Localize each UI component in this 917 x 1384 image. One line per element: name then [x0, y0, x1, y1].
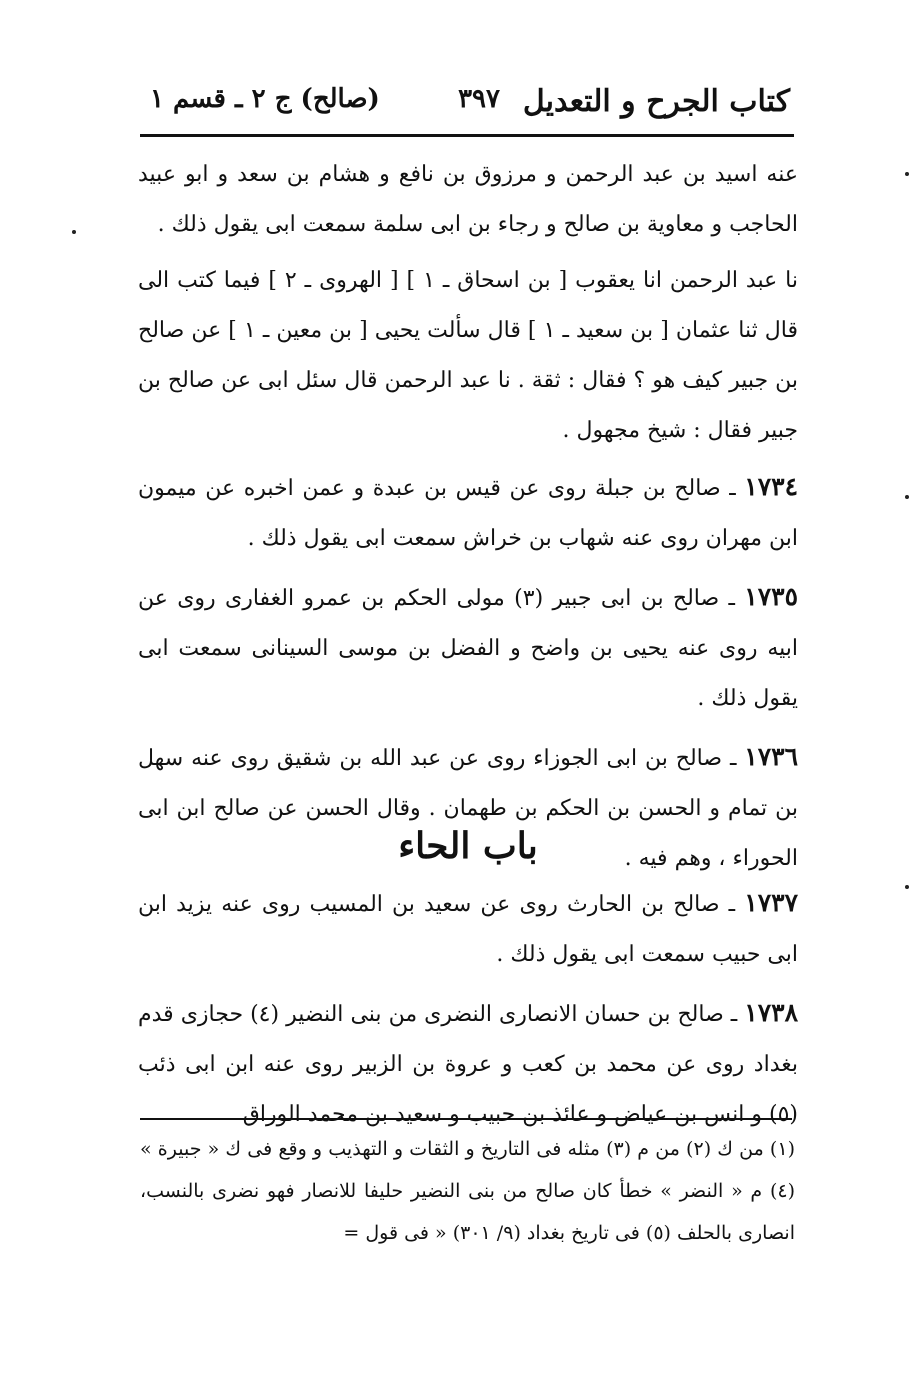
header-rule — [140, 134, 794, 137]
entry-1737 — [138, 878, 798, 980]
footnotes: (١) من ك (٢) من م (٣) مثله فى التاريخ و الثقات و التهذيب و وقع فى ك « جبيرة » (٤) م « النضر » خطأ كان صالح من بنى النضير حليفا للانصار فهو نضرى بالنسب، انصارى بالحلف (٥) فى تاريخ بغداد (٩/ ٣٠١) « فى قول = — [140, 1138, 795, 1244]
margin-speck — [905, 495, 909, 499]
page-number: ٣٩٧ — [458, 84, 500, 114]
entry-text: ـ صالح بن ابى جبير (٣) مولى الحكم بن عمرو الغفارى روى عن ابيه روى عنه يحيى بن واضح و الفضل بن موسى السينانى سمعت ابى يقول ذلك . — [138, 586, 798, 711]
footnote-rule — [140, 1118, 792, 1120]
main-text-continued — [138, 878, 798, 1148]
margin-speck — [905, 885, 909, 889]
chapter-title: باب الحاء — [398, 825, 538, 867]
entry-number: ١٧٣٧ — [744, 888, 798, 917]
entry-number: ١٧٣٦ — [744, 742, 798, 771]
entry-text: ـ صالح بن الحارث روى عن سعيد بن المسيب روى عنه يزيد ابن ابى حبيب سمعت ابى يقول ذلك . — [138, 892, 798, 967]
margin-speck — [72, 230, 76, 234]
entry-1734 — [138, 462, 798, 564]
volume-label: (صالح) ج ٢ ـ قسم ١ — [150, 84, 380, 114]
entry-text: ـ صالح بن ابى الجوزاء روى عن عبد الله بن شقيق روى عنه سهل بن تمام و الحسن بن الحكم بن طهمان . وقال الحسن عن صالح ابن ابى الحوراء ، وهم فيه . — [138, 746, 798, 871]
entry-text: ـ صالح بن حسان الانصارى النضرى من بنى النضير (٤) حجازى قدم بغداد روى عن محمد بن كعب و عروة بن الزبير روى عنه ابن ابى ذئب (٥) و انس بن عياض و عائذ بن حبيب و سعيد بن محمد الوراق — [138, 1002, 798, 1127]
book-title: كتاب الجرح و التعديل — [522, 84, 790, 119]
entry-number: ١٧٣٨ — [744, 998, 798, 1027]
entry-number: ١٧٣٥ — [744, 582, 798, 611]
page-header — [140, 84, 790, 130]
paragraph: عنه اسيد بن عبد الرحمن و مرزوق بن نافع و هشام بن سعد و ابو عبيد الحاجب و معاوية بن صالح و رجاء بن ابى سلمة سمعت ابى يقول ذلك . — [138, 162, 798, 237]
entry-number: ١٧٣٤ — [744, 472, 799, 501]
entry-1735 — [138, 572, 798, 724]
paragraph: نا عبد الرحمن انا يعقوب [ بن اسحاق ـ ١ ] [ الهروى ـ ٢ ] فيما كتب الى قال ثنا عثمان [ بن سعيد ـ ١ ] قال سألت يحيى [ بن معين ـ ١ ] عن صالح بن جبير كيف هو ؟ فقال : ثقة . نا عبد الرحمن قال سئل ابى عن صالح بن جبير فقال : شيخ مجهول . — [138, 268, 798, 443]
entry-text: ـ صالح بن جبلة روى عن قيس بن عبدة و عمن اخبره عن ميمون ابن مهران روى عنه شهاب بن خراش سمعت ابى يقول ذلك . — [138, 476, 798, 551]
main-text — [138, 150, 798, 892]
margin-speck — [905, 172, 909, 176]
